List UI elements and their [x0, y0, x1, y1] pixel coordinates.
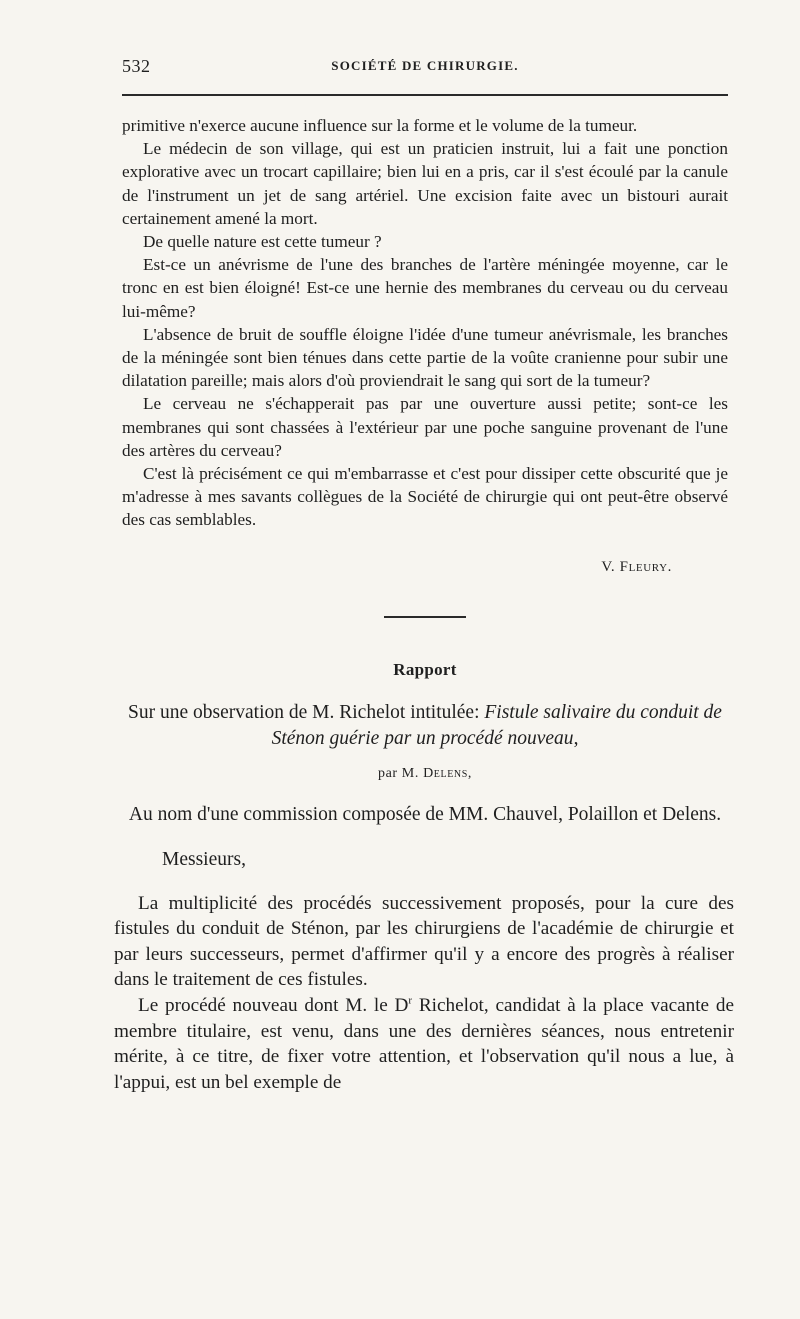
running-header — [122, 56, 728, 94]
salutation: Messieurs, — [162, 848, 246, 870]
page-number: 532 — [122, 56, 151, 76]
report-subject-suffix: , — [573, 727, 579, 749]
header-rule — [122, 94, 728, 96]
letter-paragraph-7: C'est là précisément ce qui m'embarrasse et c'est pour dissiper cette obscurité que je m'adresse à mes savants collègues de la Société de chirurgie qui ont peut-être observé des cas semblables. — [122, 464, 728, 530]
report-subject-prefix: Sur une observation de M. Richelot intitulée: — [128, 701, 485, 723]
report-author-prefix: par M. — [378, 765, 419, 781]
signature-name: Fleury. — [619, 558, 672, 575]
page-content — [114, 56, 734, 1095]
report-body — [114, 891, 734, 1096]
signature-initial: V. — [601, 558, 616, 575]
report-paragraph-2 — [114, 993, 734, 1095]
report-subject-title: Fistule salivaire du conduit de Sténon guérie par un procédé nouveau — [271, 701, 722, 749]
report-author-name: Delens, — [423, 765, 472, 781]
section-separator — [384, 616, 466, 618]
signature — [122, 559, 728, 576]
letter-paragraph-3: De quelle nature est cette tumeur ? — [143, 232, 382, 252]
commission-line: Au nom d'une commission composée de MM. Chauvel, Polaillon et Delens. — [128, 803, 722, 825]
letter-paragraph-4: Est-ce un anévrisme de l'une des branches de l'artère méningée moyenne, car le tronc en est bien éloigné! Est-ce une hernie des membranes du cerveau ou du cerveau lui-même? — [122, 255, 728, 321]
report-author — [122, 766, 728, 782]
letter-paragraph-2: Le médecin de son village, qui est un praticien instruit, lui a fait une ponction explorative avec un trocart capillaire; bien lui en a pris, car il s'est écoulé par la canule de l'instrument un jet de sang artériel. Une excision faite avec un bistouri aurait certainement amené la mort. — [122, 139, 728, 228]
report-paragraph-1: La multiplicité des procédés successivement proposés, pour la cure des fistules du conduit de Sténon, par les chirurgiens de l'académie de chirurgie et par leurs successeurs, permet d'affirmer qu'il y a encore des progrès à réaliser dans le traitement de ces fistules. — [114, 892, 734, 991]
report-heading: Rapport — [393, 659, 457, 679]
report-paragraph-2-start: Le procédé nouveau dont M. le D — [138, 995, 409, 1017]
report-paragraph-2-rest: Richelot, candidat à la place vacante de membre titulaire, est venu, dans une des dernières séances, nous entretenir mérite, à ce titre, de fixer votre attention, et l'observation qu'il nous a lue, à l'appui, est un bel exemple de — [114, 995, 734, 1093]
letter-paragraph-5: L'absence de bruit de souffle éloigne l'idée d'une tumeur anévrismale, les branches de la méningée sont bien ténues dans cette partie de la voûte cranienne pour subir une dilatation pareille; mais alors d'où proviendrait le sang qui sort de la tumeur? — [122, 324, 728, 391]
running-title: SOCIÉTÉ DE CHIRURGIE. — [331, 58, 519, 73]
letter-paragraph-1: primitive n'exerce aucune influence sur la forme et le volume de la tumeur. — [122, 116, 638, 135]
doctor-abbrev-sup: r — [408, 994, 413, 1007]
letter-body — [122, 114, 728, 532]
letter-paragraph-6: Le cerveau ne s'échapperait pas par une ouverture aussi petite; sont-ce les membranes qui sont chassées à l'extérieur par une poche sanguine provenant de l'une des artères du cerveau? — [122, 394, 728, 460]
report-subject — [104, 700, 746, 752]
